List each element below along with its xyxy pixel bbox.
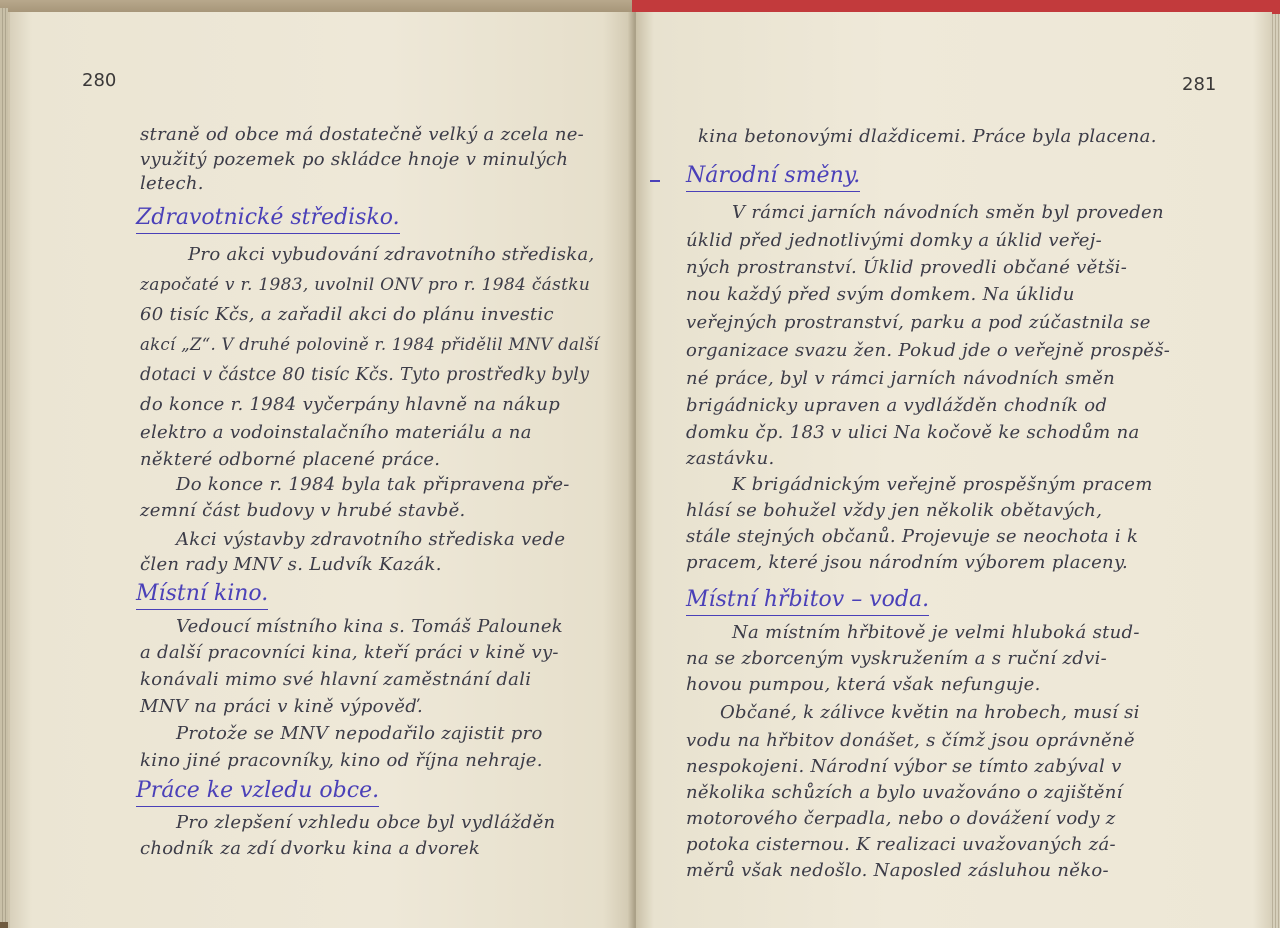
text-line: organizace svazu žen. Pokud jde o veřejně prospěš- (686, 340, 1171, 361)
left-page (8, 12, 634, 928)
text-line: měrů však nedošlo. Naposled zásluhou něko- (686, 860, 1109, 881)
text-line: započaté v r. 1983, uvolnil ONV pro r. 1984 částku (140, 275, 591, 295)
text-line: V rámci jarních návodních směn byl proveden (732, 202, 1164, 223)
text-line: Protože se MNV nepodařilo zajistit pro (176, 723, 543, 744)
text-line: motorového čerpadla, nebo o dovážení vody z (686, 808, 1116, 829)
text-line: Vedoucí místního kina s. Tomáš Palounek (176, 616, 563, 637)
heading-prace-ke-vzledu-obce: Práce ke vzledu obce. (136, 777, 379, 807)
heading-zdravotnicke-stredisko: Zdravotnické středisko. (136, 204, 400, 234)
text-line: letech. (140, 173, 204, 194)
text-line: hlásí se bohužel vždy jen několik obětavých, (686, 500, 1103, 521)
text-line: a další pracovníci kina, kteří práci v kině vy- (140, 642, 559, 663)
text-line: pracem, které jsou národním výborem placeny. (686, 552, 1129, 573)
page-number-right: 281 (1182, 74, 1217, 95)
text-line: Na místním hřbitově je velmi hluboká stud- (732, 622, 1140, 643)
text-line: člen rady MNV s. Ludvík Kazák. (140, 554, 442, 575)
text-line: Akci výstavby zdravotního střediska vede (176, 529, 566, 550)
text-line: K brigádnickým veřejně prospěšným pracem (732, 474, 1153, 495)
text-line: stále stejných občanů. Projevuje se neochota i k (686, 526, 1139, 547)
text-line: do konce r. 1984 vyčerpány hlavně na nákup (140, 394, 561, 415)
text-line: Pro akci vybudování zdravotního střediska, (188, 244, 595, 265)
text-line: Pro zlepšení vzhledu obce byl vydlážděn (176, 812, 556, 833)
text-line: nespokojeni. Národní výbor se tímto zabýval v (686, 756, 1122, 777)
text-line: chodník za zdí dvorku kina a dvorek (140, 838, 481, 859)
text-line: ných prostranství. Úklid provedli občané větši- (686, 257, 1128, 278)
text-line: některé odborné placené práce. (140, 449, 441, 470)
right-page-edges (1270, 14, 1280, 928)
text-line: kina betonovými dlaždicemi. Práce byla placena. (698, 126, 1157, 147)
text-line: akcí „Z“. V druhé polovině r. 1984 přidělil MNV další (140, 335, 600, 354)
text-line: konávali mimo své hlavní zaměstnání dali (140, 669, 532, 690)
text-line: hovou pumpou, která však nefunguje. (686, 674, 1041, 695)
text-line: vodu na hřbitov donášet, s čímž jsou oprávněně (686, 730, 1135, 751)
text-line: straně od obce má dostatečně velký a zcela ne- (140, 124, 585, 145)
text-line: dotaci v částce 80 tisíc Kčs. Tyto prostředky byly (140, 365, 590, 385)
right-page (636, 12, 1272, 928)
open-book (0, 6, 1280, 928)
text-line: zastávku. (686, 448, 775, 469)
text-line: Občané, k zálivce květin na hrobech, musí si (720, 702, 1140, 723)
text-line: MNV na práci v kině výpověď. (140, 696, 424, 717)
text-line: brigádnicky upraven a vydlážděn chodník od (686, 395, 1108, 416)
text-line: potoka cisternou. K realizaci uvažovaných zá- (686, 834, 1116, 855)
heading-mistni-kino: Místní kino. (136, 580, 268, 610)
text-line: né práce, byl v rámci jarních návodních směn (686, 368, 1116, 389)
text-line: Do konce r. 1984 byla tak připravena pře- (176, 474, 570, 495)
text-line: veřejných prostranství, parku a pod zúčastnila se (686, 312, 1151, 333)
text-line: 60 tisíc Kčs, a zařadil akci do plánu investic (140, 304, 554, 325)
pen-mark (650, 180, 660, 182)
text-line: úklid před jednotlivými domky a úklid veřej- (686, 230, 1102, 251)
text-line: elektro a vodoinstalačního materiálu a na (140, 422, 532, 443)
page-number-left: 280 (82, 70, 117, 91)
text-line: kino jiné pracovníky, kino od října nehraje. (140, 750, 543, 771)
heading-narodni-smeny: Národní směny. (686, 162, 860, 192)
text-line: využitý pozemek po skládce hnoje v minulých (140, 149, 569, 170)
text-line: domku čp. 183 v ulici Na kočově ke schodům na (686, 422, 1140, 443)
text-line: zemní část budovy v hrubé stavbě. (140, 500, 466, 521)
text-line: na se zborceným vyskružením a s ruční zdvi- (686, 648, 1108, 669)
text-line: nou každý před svým domkem. Na úklidu (686, 284, 1075, 305)
heading-mistni-hrbitov-voda: Místní hřbitov – voda. (686, 586, 929, 616)
text-line: několika schůzích a bylo uvažováno o zajištění (686, 782, 1123, 803)
